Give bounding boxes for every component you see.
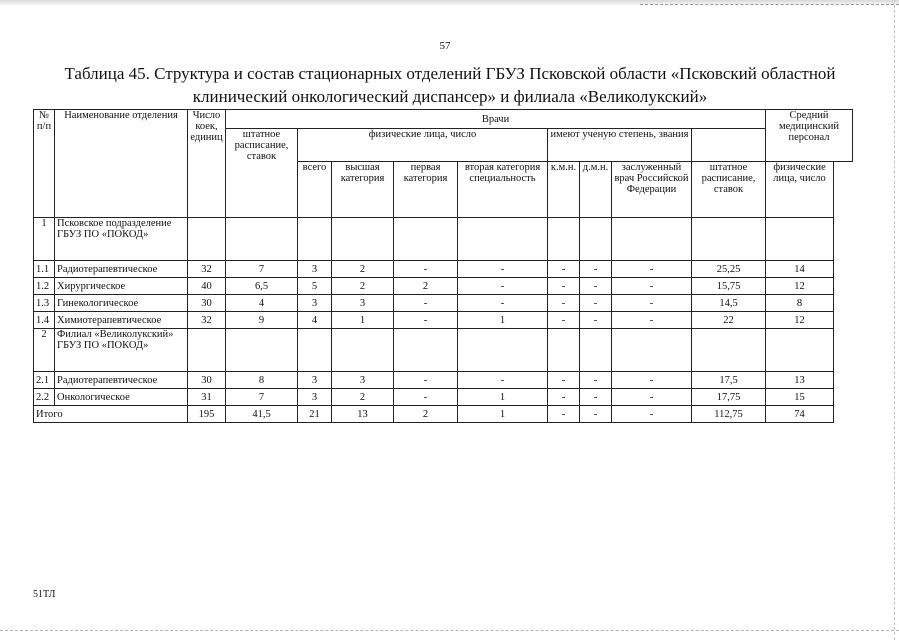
table-row [34, 295, 853, 312]
row-higher: 1 [332, 312, 394, 329]
row-higher: 2 [332, 389, 394, 406]
row-dmn: - [580, 312, 612, 329]
row-mid-staff: 22 [692, 312, 766, 329]
row-name: Радиотерапевтическое [55, 372, 188, 389]
row-higher: 3 [332, 295, 394, 312]
row-num: 2.1 [34, 372, 55, 389]
row-dmn: - [580, 372, 612, 389]
header-total: всего [298, 162, 332, 218]
header-second-category: вторая категория специальность [458, 162, 548, 218]
row-first: - [394, 295, 458, 312]
row-dmn: - [580, 389, 612, 406]
header-staff-positions: штатное расписание, ставок [226, 129, 298, 218]
row-first: - [394, 389, 458, 406]
row-num: 1.4 [34, 312, 55, 329]
header-honored: заслуженный врач Российской Федерации [612, 162, 692, 218]
header-beds: Число коек, единиц [188, 110, 226, 218]
row-second: - [458, 278, 548, 295]
row-total: 4 [298, 312, 332, 329]
row-honored: - [612, 389, 692, 406]
header-mid-staff: Средний медицинский персонал [766, 110, 853, 162]
row-total: 3 [298, 295, 332, 312]
header-doctors: Врачи [226, 110, 766, 129]
row-beds: 32 [188, 312, 226, 329]
header-dmn: д.м.н. [580, 162, 612, 218]
total-total: 21 [298, 406, 332, 423]
row-dmn: - [580, 295, 612, 312]
row-kmn: - [548, 261, 580, 278]
row-mid-phys: 15 [766, 389, 834, 406]
row-first: 2 [394, 278, 458, 295]
row-name: Химиотерапевтическое [55, 312, 188, 329]
section-num: 2 [34, 329, 55, 372]
header-degree: имеют ученую степень, звания [548, 129, 692, 162]
row-mid-phys: 13 [766, 372, 834, 389]
row-mid-staff: 17,5 [692, 372, 766, 389]
table-title: Таблица 45. Структура и состав стационарных отделений ГБУЗ Псковской области «Псковский областной клинический онкологический диспансер» и филиала «Великолукский» [64, 64, 836, 106]
row-staff: 8 [226, 372, 298, 389]
row-mid-staff: 25,25 [692, 261, 766, 278]
row-total: 3 [298, 389, 332, 406]
row-staff: 9 [226, 312, 298, 329]
total-mid-staff: 112,75 [692, 406, 766, 423]
table-row [34, 261, 853, 278]
row-name: Онкологическое [55, 389, 188, 406]
header-first-category: первая категория [394, 162, 458, 218]
total-dmn: - [580, 406, 612, 423]
total-kmn: - [548, 406, 580, 423]
row-honored: - [612, 312, 692, 329]
row-higher: 2 [332, 278, 394, 295]
row-kmn: - [548, 295, 580, 312]
row-mid-phys: 14 [766, 261, 834, 278]
row-higher: 2 [332, 261, 394, 278]
row-staff: 7 [226, 261, 298, 278]
header-mid-physical: физические лица, число [766, 162, 834, 218]
row-mid-staff: 14,5 [692, 295, 766, 312]
section-row [34, 218, 853, 261]
row-higher: 3 [332, 372, 394, 389]
row-second: 1 [458, 312, 548, 329]
header-kmn: к.м.н. [548, 162, 580, 218]
row-name: Радиотерапевтическое [55, 261, 188, 278]
row-second: - [458, 295, 548, 312]
row-second: - [458, 261, 548, 278]
scan-artifact-line [640, 4, 899, 6]
row-second: - [458, 372, 548, 389]
header-num: № п/п [34, 110, 55, 218]
row-dmn: - [580, 261, 612, 278]
row-staff: 4 [226, 295, 298, 312]
total-mid-phys: 74 [766, 406, 834, 423]
section-name: Псковское подразделение ГБУЗ ПО «ПОКОД» [55, 218, 188, 261]
section-num: 1 [34, 218, 55, 261]
row-first: - [394, 372, 458, 389]
row-dmn: - [580, 278, 612, 295]
row-honored: - [612, 295, 692, 312]
departments-table [33, 109, 853, 423]
row-mid-phys: 12 [766, 312, 834, 329]
row-kmn: - [548, 312, 580, 329]
header-name: Наименование отделения [55, 110, 188, 218]
row-num: 1.2 [34, 278, 55, 295]
total-first: 2 [394, 406, 458, 423]
row-staff: 7 [226, 389, 298, 406]
total-row [34, 406, 853, 423]
footer-code: 51ТЛ [33, 589, 56, 600]
row-mid-phys: 12 [766, 278, 834, 295]
row-honored: - [612, 261, 692, 278]
table-row [34, 389, 853, 406]
row-kmn: - [548, 278, 580, 295]
row-staff: 6,5 [226, 278, 298, 295]
row-beds: 30 [188, 372, 226, 389]
row-beds: 31 [188, 389, 226, 406]
page-number: 57 [439, 40, 451, 52]
row-name: Хирургическое [55, 278, 188, 295]
total-staff: 41,5 [226, 406, 298, 423]
row-name: Гинекологическое [55, 295, 188, 312]
section-name: Филиал «Великолукский» ГБУЗ ПО «ПОКОД» [55, 329, 188, 372]
scan-right-edge [894, 0, 896, 640]
total-second: 1 [458, 406, 548, 423]
row-honored: - [612, 372, 692, 389]
table-row [34, 312, 853, 329]
header-higher-category: высшая категория [332, 162, 394, 218]
table-row [34, 372, 853, 389]
scan-bottom-edge [0, 630, 899, 632]
row-total: 5 [298, 278, 332, 295]
row-num: 1.3 [34, 295, 55, 312]
row-num: 2.2 [34, 389, 55, 406]
row-second: 1 [458, 389, 548, 406]
row-kmn: - [548, 389, 580, 406]
total-beds: 195 [188, 406, 226, 423]
row-mid-staff: 15,75 [692, 278, 766, 295]
total-label: Итого [34, 406, 188, 423]
row-mid-phys: 8 [766, 295, 834, 312]
total-honored: - [612, 406, 692, 423]
row-total: 3 [298, 261, 332, 278]
header-mid-staff-positions: штатное расписание, ставок [692, 162, 766, 218]
header-physical: физические лица, число [298, 129, 548, 162]
row-beds: 32 [188, 261, 226, 278]
table-row [34, 278, 853, 295]
section-row [34, 329, 853, 372]
row-num: 1.1 [34, 261, 55, 278]
row-mid-staff: 17,75 [692, 389, 766, 406]
row-total: 3 [298, 372, 332, 389]
row-first: - [394, 312, 458, 329]
row-first: - [394, 261, 458, 278]
row-kmn: - [548, 372, 580, 389]
total-higher: 13 [332, 406, 394, 423]
row-beds: 40 [188, 278, 226, 295]
row-honored: - [612, 278, 692, 295]
row-beds: 30 [188, 295, 226, 312]
